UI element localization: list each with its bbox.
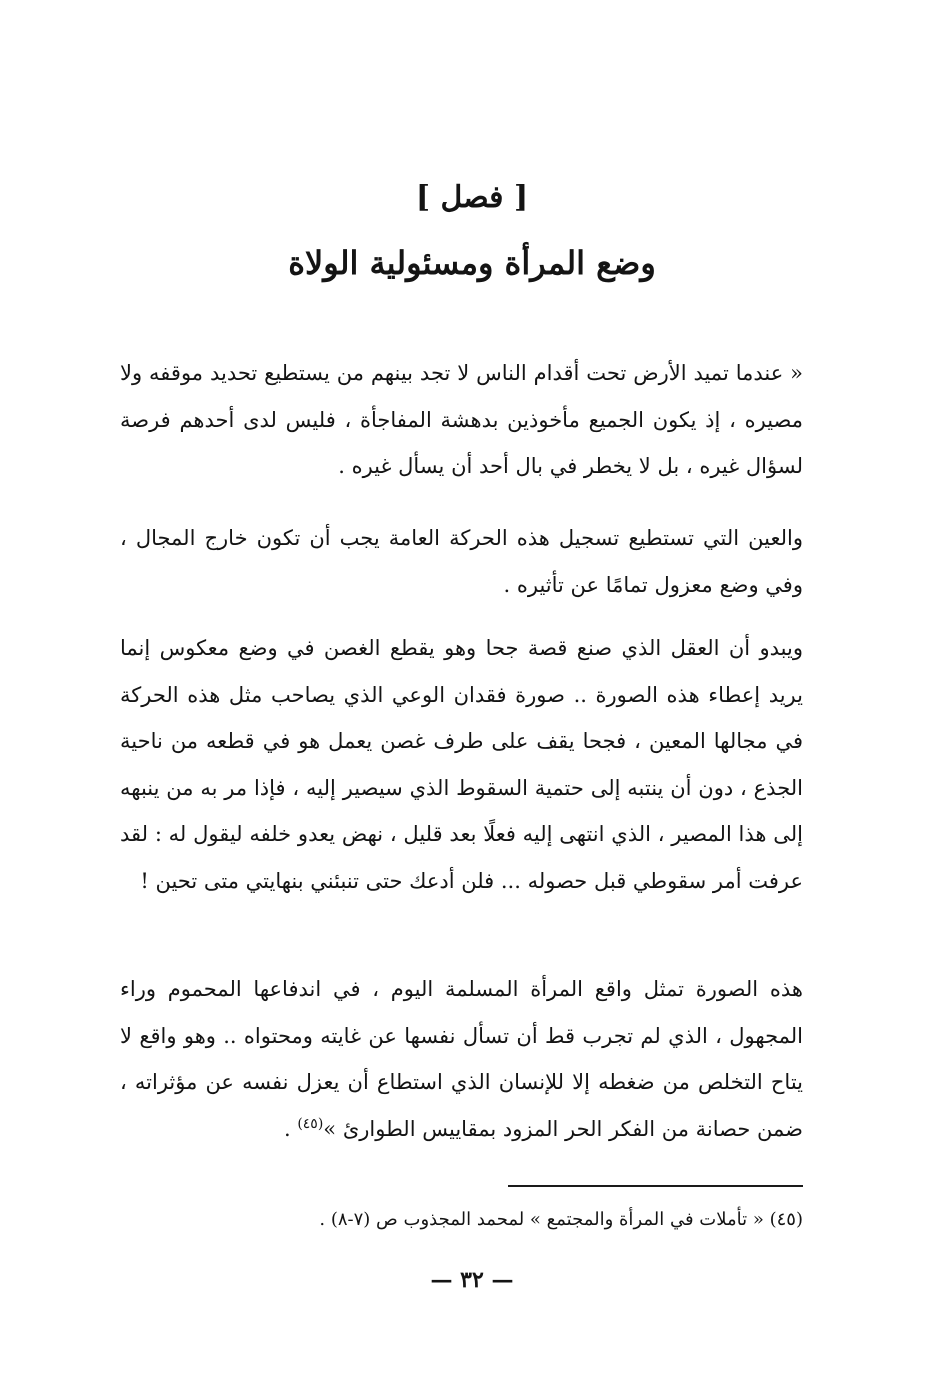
footnote-reference[interactable]: (٤٥) (297, 1115, 324, 1132)
chapter-title: وضع المرأة ومسئولية الولاة (288, 244, 656, 282)
paragraph-4-text: هذه الصورة تمثل واقع المرأة المسلمة اليوم ، في اندفاعها المحموم وراء المجهول ، الذي لم تجرب قط أن تسأل نفسها عن غايته ومحتواه .. وهو واقع لا يتاح التخلص من ضغطه إلا للإنسان الذي استطاع أن يعزل نفسه عن مؤثراته ، ضمن حصانة من الفكر الحر المزود بمقاييس الطوارئ » (120, 977, 804, 1141)
footnote: (٤٥) « تأملات في المرأة والمجتمع » لمحمد المجذوب ص (٧-٨) . (319, 1209, 803, 1230)
paragraph-3: ويبدو أن العقل الذي صنع قصة جحا وهو يقطع الغصن في وضع معكوس إنما يريد إعطاء هذه الصورة .. صورة فقدان الوعي الذي يصاحب مثل هذه الحركة في مجالها المعين ، فجحا يقف على طرف غصن يعمل هو في قطعه من ناحية الجذع ، دون أن ينتبه إلى حتمية السقوط الذي سيصير إليه ، فإذا مر به من ينبهه إلى هذا المصير ، الذي انتهى إليه فعلًا بعد قليل ، نهض يعدو خلفه ليقول له : لقد عرفت أمر سقوطي قبل حصوله ... فلن أدعك حتى تنبئني بنهايتي متى تحين ! (120, 636, 803, 893)
footnote-divider (508, 1185, 803, 1187)
chapter-label: [ فصل ] (415, 180, 529, 215)
paragraph-4-end: . (283, 1116, 291, 1141)
paragraph-4 (120, 966, 803, 1152)
page-number: — ٣٢ — (430, 1267, 514, 1293)
paragraph-2: والعين التي تستطيع تسجيل هذه الحركة العامة يجب أن تكون خارج المجال ، وفي وضع معزول تمامًا عن تأثيره . (120, 526, 803, 597)
paragraph-1: « عندما تميد الأرض تحت أقدام الناس لا تجد بينهم من يستطيع تحديد موقفه ولا مصيره ، إذ يكون الجميع مأخوذين بدهشة المفاجأة ، فليس لدى أحدهم فرصة لسؤال غيره ، بل لا يخطر في بال أحد أن يسأل غيره . (120, 361, 803, 478)
